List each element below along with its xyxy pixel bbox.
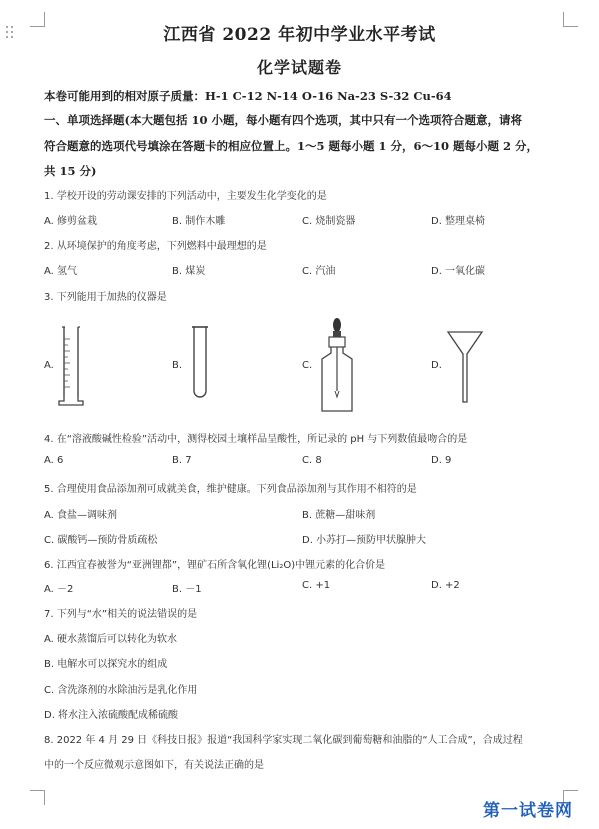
funnel-icon [446,330,484,404]
graduated-cylinder-icon [56,325,86,410]
question-2-stem: 2. 从环境保护的角度考虑，下列燃料中最理想的是 [44,241,267,252]
question-7-option-a: A. 硬水蒸馏后可以转化为软水 [44,634,178,645]
question-7-stem: 7. 下列与“水”相关的说法错误的是 [44,609,198,620]
question-4-option-d: D. 9 [431,455,452,466]
section-instructions-line1: 一、单项选择题(本大题包括 10 小题，每小题有四个选项，其中只有一个选项符合题意，请将 [44,113,522,127]
question-1-option-c: C. 烧制瓷器 [302,216,356,227]
test-tube-icon [188,325,212,405]
question-3-option-c: C. [302,360,313,371]
question-3-stem: 3. 下列能用于加热的仪器是 [44,292,167,303]
exam-title: 江西省 2022 年初中学业水平考试 [163,25,436,45]
question-5-option-a: A. 食盐—调味剂 [44,510,118,521]
question-4-option-b: B. 7 [172,455,192,466]
question-3-option-d: D. [431,360,442,371]
site-watermark: 第一试卷网 [483,801,573,821]
question-5-stem: 5. 合理使用食品添加剂可成就美食，维护健康。下列食品添加剂与其作用不相符的是 [44,484,417,495]
question-3-option-b: B. [172,360,183,371]
section-instructions-line3: 共 15 分) [44,164,97,178]
question-3-option-a: A. [44,360,54,371]
question-2-option-d: D. 一氧化碳 [431,266,486,277]
section-instructions-line2: 符合题意的选项代号填涂在答题卡的相应位置上。1～5 题每小题 1 分，6～10 题每小题 2 分， [44,139,539,153]
question-6-option-d: D. +2 [431,580,460,591]
question-1-option-b: B. 制作木雕 [172,216,226,227]
question-6-option-c: C. +1 [302,580,331,591]
question-7-option-d: D. 将水注入浓硫酸配成稀硫酸 [44,710,179,721]
question-4-option-c: C. 8 [302,455,322,466]
question-5-option-b: B. 蔗糖—甜味剂 [302,510,376,521]
question-4-option-a: A. 6 [44,455,64,466]
question-2-option-b: B. 煤炭 [172,266,206,277]
question-1-stem: 1. 学校开设的劳动课安排的下列活动中，主要发生化学变化的是 [44,191,327,202]
question-5-option-d: D. 小苏打—预防甲状腺肿大 [302,535,427,546]
corner-mark-bottom-left [30,790,45,805]
question-5-option-c: C. 碳酸钙—预防骨质疏松 [44,535,158,546]
question-2-option-c: C. 汽油 [302,266,336,277]
question-8-stem-continued: 中的一个反应微观示意图如下，有关说法正确的是 [44,760,264,771]
question-6-option-a: A. －2 [44,584,74,595]
question-7-option-b: B. 电解水可以探究水的组成 [44,659,168,670]
question-2-option-a: A. 氢气 [44,266,78,277]
question-8-stem: 8. 2022 年 4 月 29 日《科技日报》报道“我国科学家实现二氧化碳到葡萄糖和油脂的“人工合成”，合成过程 [44,735,523,746]
question-1-option-a: A. 修剪盆栽 [44,216,98,227]
question-4-stem: 4. 在“溶液酸碱性检验”活动中，测得校园土壤样品呈酸性，所记录的 pH 与下列数值最吻合的是 [44,434,468,445]
question-1-option-d: D. 整理桌椅 [431,216,486,227]
exam-subtitle: 化学试题卷 [256,58,342,77]
question-6-option-b: B. －1 [172,584,202,595]
dropper-bottle-icon [318,315,356,413]
atomic-mass-line: 本卷可能用到的相对原子质量：H-1 C-12 N-14 O-16 Na-23 S-32 Cu-64 [44,89,452,103]
question-6-stem: 6. 江西宜春被誉为“亚洲锂都”，锂矿石所含氧化锂(Li₂O)中锂元素的化合价是 [44,560,386,571]
question-7-option-c: C. 含洗涤剂的水除油污是乳化作用 [44,685,198,696]
